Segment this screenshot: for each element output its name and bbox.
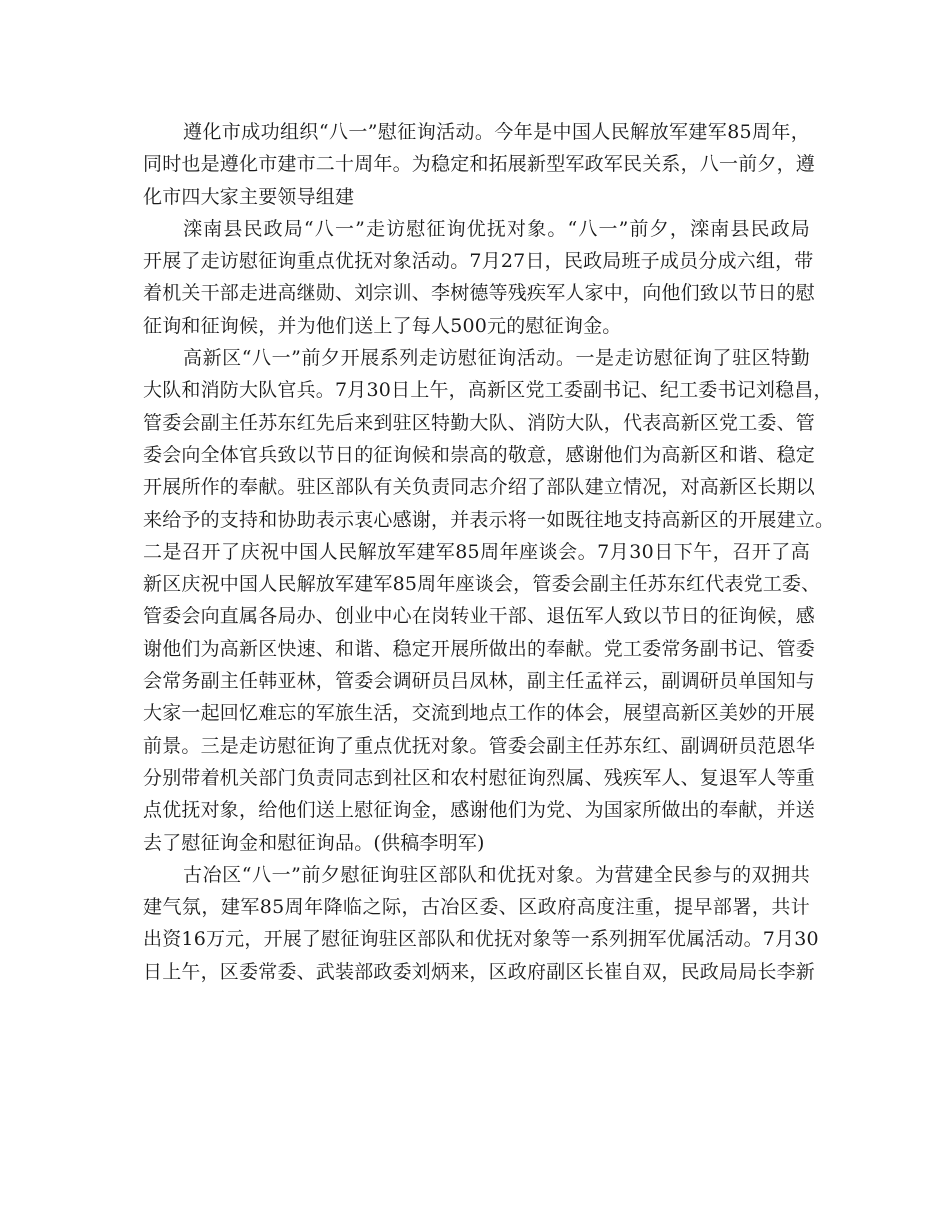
paragraph-line: 委会向全体官兵致以节日的征询候和崇高的敬意，感谢他们为高新区和谐、稳定 (143, 443, 816, 466)
paragraph-line: 开展所作的奉献。驻区部队有关负责同志介绍了部队建立情况，对高新区长期以 (143, 476, 816, 499)
paragraph-line: 管委会向直属各局办、创业中心在岗转业干部、退伍军人致以节日的征询候，感 (143, 605, 816, 628)
paragraph-line: 新区庆祝中国人民解放军建军85周年座谈会，管委会副主任苏东红代表党工委、 (143, 573, 821, 596)
paragraph-line: 日上午，区委常委、武装部政委刘炳来，区政府副区长崔自双，民政局局长李新 (143, 960, 816, 983)
paragraph-luannan (143, 213, 816, 342)
paragraph-line: 分别带着机关部门负责同志到社区和农村慰征询烈属、残疾军人、复退军人等重 (143, 766, 816, 789)
paragraph-guye (143, 859, 819, 988)
paragraph-line: 前景。三是走访慰征询了重点优抚对象。管委会副主任苏东红、副调研员范恩华 (143, 734, 816, 757)
document-body (143, 116, 835, 988)
paragraph-line: 出资16万元，开展了慰征询驻区部队和优抚对象等一系列拥军优属活动。7月30 (143, 928, 819, 951)
paragraph-line: 建气氛，建军85周年降临之际，古冶区委、区政府高度注重，提早部署，共计 (143, 896, 810, 919)
paragraph-line: 化市四大家主要领导组建 (143, 185, 355, 208)
paragraph-line: 大家一起回忆难忘的军旅生活，交流到地点工作的体会，展望高新区美妙的开展 (143, 702, 816, 725)
paragraph-line: 开展了走访慰征询重点优抚对象活动。7月27日，民政局班子成员分成六组，带 (143, 250, 814, 273)
paragraph-line: 大队和消防大队官兵。7月30日上午，高新区党工委副书记、纪工委书记刘稳昌， (143, 379, 833, 402)
paragraph-line: 古冶区“八一”前夕慰征询驻区部队和优抚对象。为营建全民参与的双拥共 (183, 863, 810, 886)
paragraph-line: 滦南县民政局“八一”走访慰征询优抚对象。“八一”前夕，滦南县民政局 (183, 217, 810, 240)
paragraph-gaoxin (143, 342, 835, 859)
paragraph-line: 去了慰征询金和慰征询品。(供稿李明军) (143, 831, 485, 854)
paragraph-zunhua (143, 116, 816, 213)
paragraph-line: 高新区“八一”前夕开展系列走访慰征询活动。一是走访慰征询了驻区特勤 (183, 347, 810, 370)
paragraph-line: 遵化市成功组织“八一”慰征询活动。今年是中国人民解放军建军85周年， (183, 121, 810, 143)
paragraph-line: 谢他们为高新区快速、和谐、稳定开展所做出的奉献。党工委常务副书记、管委 (143, 637, 816, 660)
paragraph-line: 会常务副主任韩亚林，管委会调研员吕凤林，副主任孟祥云，副调研员单国知与 (143, 670, 816, 693)
paragraph-line: 管委会副主任苏东红先后来到驻区特勤大队、消防大队，代表高新区党工委、管 (143, 411, 816, 434)
paragraph-line: 征询和征询候，并为他们送上了每人500元的慰征询金。 (143, 314, 622, 337)
paragraph-line: 二是召开了庆祝中国人民解放军建军85周年座谈会。7月30日下午，召开了高 (143, 540, 810, 563)
paragraph-line: 同时也是遵化市建市二十周年。为稳定和拓展新型军政军民关系，八一前夕，遵 (143, 153, 816, 176)
paragraph-line: 点优抚对象，给他们送上慰征询金，感谢他们为党、为国家所做出的奉献，并送 (143, 799, 816, 822)
paragraph-line: 着机关干部走进高继勋、刘宗训、李树德等残疾军人家中，向他们致以节日的慰 (143, 282, 816, 305)
paragraph-line: 来给予的支持和协助表示衷心感谢，并表示将一如既往地支持高新区的开展建立。 (143, 508, 835, 531)
